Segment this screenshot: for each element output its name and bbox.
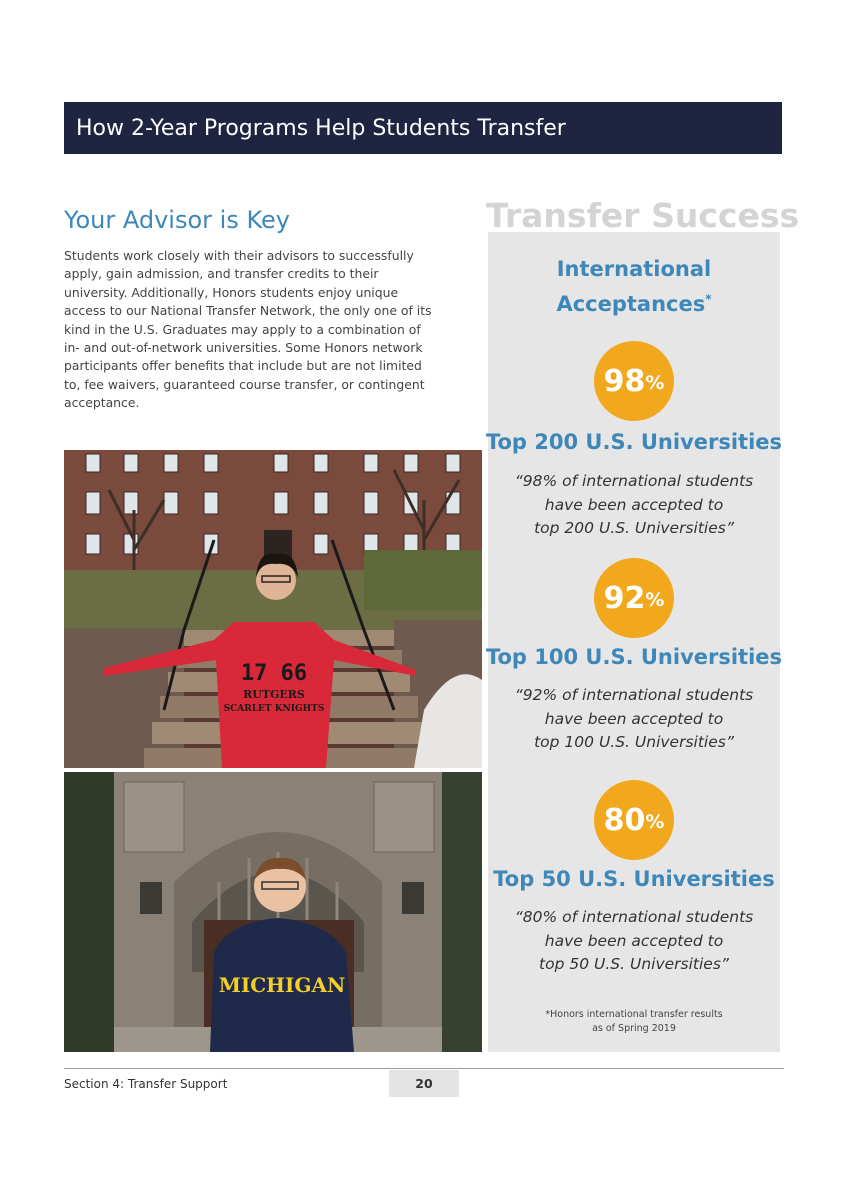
advisor-heading: Your Advisor is Key: [64, 206, 290, 234]
body-line: participants offer benefits that include but are not limited: [64, 358, 422, 374]
body-line: in- and out-of-network universities. Some Honors network: [64, 340, 423, 356]
body-line: kind in the U.S. Graduates may apply to a combination of: [64, 321, 421, 337]
advisor-body: [64, 247, 442, 413]
quote-line: “92% of international students: [514, 686, 754, 704]
stat-circle-98: [594, 341, 674, 421]
footnote: [488, 1008, 780, 1036]
stat-label-top-50: Top 50 U.S. Universities: [493, 867, 775, 891]
footnote-line: as of Spring 2019: [592, 1023, 676, 1034]
panel-title: [488, 254, 780, 319]
panel-title-line2: Acceptances: [556, 292, 706, 316]
body-line: to, fee waivers, guaranteed course transfer, or contingent: [64, 376, 425, 392]
body-line: university. Additionally, Honors students enjoy unique: [64, 284, 399, 300]
panel-title-line1: International: [556, 257, 712, 281]
body-line: apply, gain admission, and transfer credits to their: [64, 266, 379, 282]
photo-rutgers-student: [64, 450, 482, 768]
quote-line: have been accepted to: [544, 709, 724, 728]
sweatshirt-school: RUTGERS: [243, 688, 305, 701]
sweatshirt-number: 17 66: [240, 661, 308, 686]
footnote-mark: *: [705, 292, 712, 306]
stat-circle-92: [594, 558, 674, 638]
stat-quote-top-200: [488, 470, 780, 541]
quote-line: top 100 U.S. Universities”: [534, 733, 734, 751]
stat-unit: %: [645, 811, 665, 833]
footer-section-label: Section 4: Transfer Support: [64, 1077, 228, 1091]
sweatshirt-michigan: MICHIGAN: [218, 973, 346, 997]
stat-unit: %: [645, 589, 665, 611]
stat-quote-top-50: [488, 906, 780, 977]
quote-line: have been accepted to: [544, 495, 724, 514]
sweatshirt-team: SCARLET KNIGHTS: [223, 704, 325, 714]
stat-value: 80: [603, 802, 646, 838]
page-title-bar: [64, 102, 782, 154]
stat-unit: %: [645, 372, 665, 394]
transfer-success-heading: Transfer Success: [486, 196, 800, 235]
stat-value: 92: [603, 580, 646, 616]
page-number: 20: [389, 1070, 459, 1097]
footer-divider: [64, 1068, 784, 1069]
stat-label-top-100: Top 100 U.S. Universities: [485, 645, 783, 669]
quote-line: top 200 U.S. Universities”: [534, 519, 734, 537]
acceptances-panel: [485, 232, 783, 1052]
quote-line: have been accepted to: [544, 931, 724, 950]
body-line: access to our National Transfer Network, the only one of its: [64, 303, 432, 319]
stat-value: 98: [603, 363, 646, 399]
stat-quote-top-100: [488, 684, 780, 755]
body-line: Students work closely with their advisors to successfully: [64, 248, 414, 263]
quote-line: “98% of international students: [514, 472, 754, 490]
body-line: acceptance.: [64, 395, 140, 411]
stat-label-top-200: Top 200 U.S. Universities: [485, 430, 783, 454]
quote-line: top 50 U.S. Universities”: [539, 955, 729, 973]
stat-circle-80: [594, 780, 674, 860]
footnote-line: *Honors international transfer results: [545, 1009, 723, 1020]
photo-michigan-student: [64, 772, 482, 1052]
quote-line: “80% of international students: [514, 908, 754, 926]
page-title: How 2-Year Programs Help Students Transfer: [76, 115, 566, 141]
